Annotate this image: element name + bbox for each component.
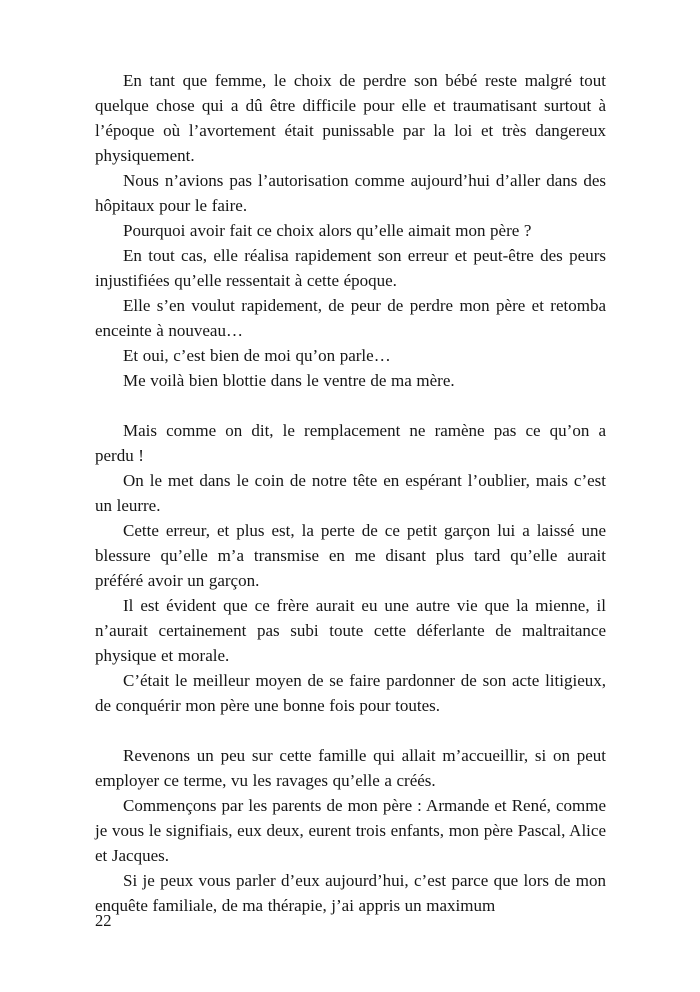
page-number: 22 xyxy=(95,911,112,930)
paragraph: Il est évident que ce frère aurait eu une autre vie que la mienne, il n’aurait certainement pas subi toute cette déferlante de maltraitance physique et morale. xyxy=(95,596,606,665)
paragraph: On le met dans le coin de notre tête en espérant l’oublier, mais c’est un leurre. xyxy=(95,471,606,515)
paragraph: C’était le meilleur moyen de se faire pardonner de son acte litigieux, de conquérir mon père une bonne fois pour toutes. xyxy=(95,671,606,715)
page-text xyxy=(95,68,606,918)
paragraph: Mais comme on dit, le remplacement ne ramène pas ce qu’on a perdu ! xyxy=(95,421,606,465)
paragraph: Pourquoi avoir fait ce choix alors qu’elle aimait mon père ? xyxy=(123,221,532,240)
paragraph: Et oui, c’est bien de moi qu’on parle… xyxy=(123,346,391,365)
paragraph: Cette erreur, et plus est, la perte de ce petit garçon lui a laissé une blessure qu’elle m’a transmise en me disant plus tard qu’elle aurait préféré avoir un garçon. xyxy=(95,521,606,590)
paragraph: Si je peux vous parler d’eux aujourd’hui, c’est parce que lors de mon enquête familiale, de ma thérapie, j’ai appris un maximum xyxy=(95,871,606,915)
paragraph: En tout cas, elle réalisa rapidement son erreur et peut-être des peurs injustifiées qu’elle ressentait à cette époque. xyxy=(95,246,606,290)
paragraph: Revenons un peu sur cette famille qui allait m’accueillir, si on peut employer ce terme, vu les ravages qu’elle a créés. xyxy=(95,746,606,790)
paragraph: Nous n’avions pas l’autorisation comme aujourd’hui d’aller dans des hôpitaux pour le faire. xyxy=(95,171,606,215)
paragraph: En tant que femme, le choix de perdre son bébé reste malgré tout quelque chose qui a dû être difficile pour elle et traumatisant surtout à l’époque où l’avortement était punissable par la loi et très dangereux physiquement. xyxy=(95,71,606,165)
paragraph: Commençons par les parents de mon père : Armande et René, comme je vous le signifiais, eux deux, eurent trois enfants, mon père Pascal, Alice et Jacques. xyxy=(95,796,606,865)
paragraph: Elle s’en voulut rapidement, de peur de perdre mon père et retomba enceinte à nouveau… xyxy=(95,296,606,340)
paragraph: Me voilà bien blottie dans le ventre de ma mère. xyxy=(123,371,455,390)
